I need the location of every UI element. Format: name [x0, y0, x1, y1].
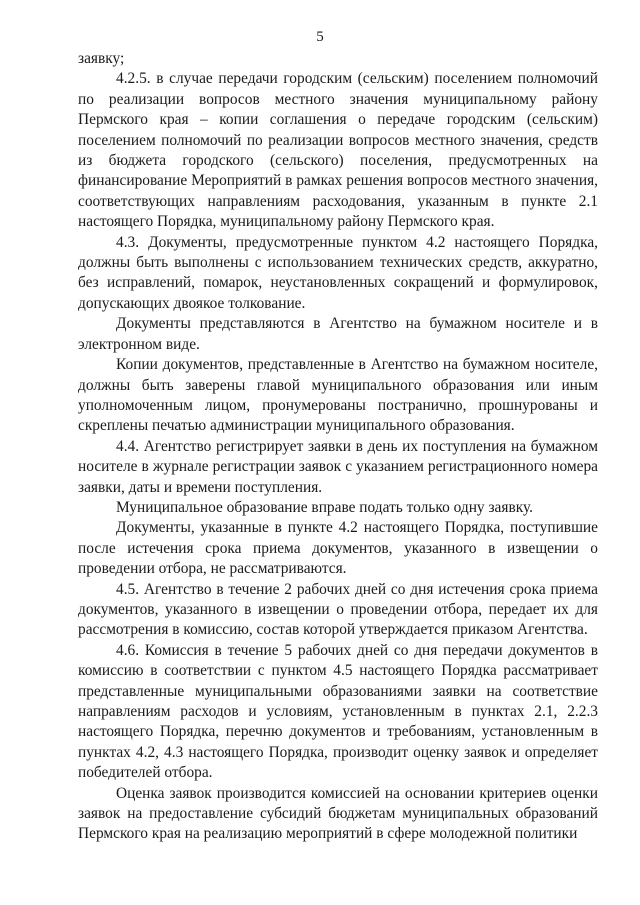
paragraph: заявку;: [78, 50, 125, 67]
paragraph: Документы представляются в Агентство на бумажном носителе и в электронном виде.: [78, 315, 598, 353]
paragraph: Муниципальное образование вправе подать только одну заявку.: [116, 498, 533, 516]
paragraph: Документы, указанные в пункте 4.2 настоящего Порядка, поступившие после истечения срока приема документов, указанного в извещении о проведении отбора, не рассматриваются.: [78, 519, 598, 578]
paragraph: 4.5. Агентство в течение 2 рабочих дней со дня истечения срока приема документов, указанного в извещении о проведении отбора, передает их для рассмотрения в комиссию, состав которой утверждается приказом Агентства.: [78, 580, 598, 639]
paragraph: 4.3. Документы, предусмотренные пунктом 4.2 настоящего Порядка, должны быть выполнены с использованием технических средств, аккуратно, без исправлений, помарок, неустановленных сокращений и формулировок, допускающих двоякое толкование.: [78, 233, 598, 312]
paragraph: Оценка заявок производится комиссией на основании критериев оценки заявок на предоставление субсидий бюджетам муниципальных образований Пермского края на реализацию мероприятий в сфере молодежной политики: [78, 784, 598, 843]
paragraph: 4.6. Комиссия в течение 5 рабочих дней со дня передачи документов в комиссию в соответствии с пунктом 4.5 настоящего Порядка рассматривает представленные муниципальными образованиями заявки на соответствие направлениям расходов и условиям, установленным в пунктах 2.1, 2.2.3 настоящего Порядка, перечню документов и требованиям, установленным в пунктах 4.2, 4.3 настоящего Порядка, производит оценку заявок и определяет победителей отбора.: [78, 641, 598, 782]
paragraph: 4.2.5. в случае передачи городским (сельским) поселением полномочий по реализации вопросов местного значения муниципальному району Пермского края – копии соглашения о передаче городским (сельским) поселением полномочий по реализации вопросов местного значения, средств из бюджета городского (сельского) поселения, предусмотренных на финансирование Мероприятий в рамках решения вопросов местного значения, соответствующих направлениям расходования, указанным в пункте 2.1 настоящего Порядка, муниципальному району Пермского края.: [78, 70, 598, 231]
page-number: 5: [316, 29, 324, 45]
page-body: [78, 49, 598, 845]
paragraph: Копии документов, представленные в Агентство на бумажном носителе, должны быть заверены главой муниципального образования или иным уполномоченным лицом, пронумерованы постранично, прошнурованы и скреплены печатью администрации муниципального образования.: [78, 356, 598, 435]
paragraph: 4.4. Агентство регистрирует заявки в день их поступления на бумажном носителе в журнале регистрации заявок с указанием регистрационного номера заявки, даты и времени поступления.: [78, 437, 598, 496]
